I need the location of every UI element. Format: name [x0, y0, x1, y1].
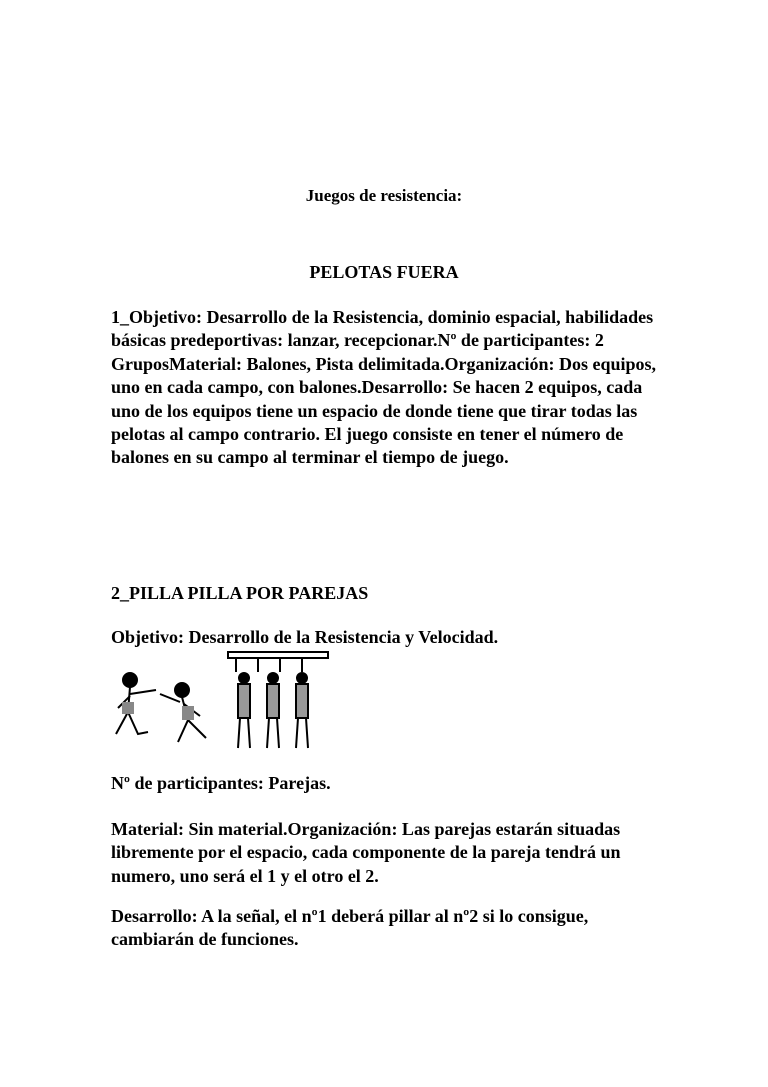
game1-description: 1_Objetivo: Desarrollo de la Resistencia, dominio espacial, habilidades básicas predeportivas: lanzar, recepcionar.Nº de participantes: 2 GruposMaterial: Balones, Pista delimitada.Organización: Dos equipos, uno en cada campo, con balones.Desarrollo: Se hacen 2 equipos, cada uno de los equipos tiene un espacio de donde tiene que tirar todas las pelotas al campo contrario. El juego consiste en tener el número de balones en su campo al terminar el tiempo de juego. — [111, 307, 657, 468]
game2-title: 2_PILLA PILLA POR PAREJAS — [111, 583, 369, 603]
hanging-figures — [228, 652, 328, 748]
game2-participants: Nº de participantes: Parejas. — [111, 773, 331, 793]
game2-material: Material: Sin material.Organización: Las parejas estarán situadas libremente por el espacio, cada componente de la pareja tendrá un numero, uno será el 1 y el otro el 2. — [111, 819, 621, 886]
exercise-illustration — [108, 650, 330, 754]
document-heading: Juegos de resistencia: — [305, 186, 463, 205]
game1-title: PELOTAS FUERA — [309, 262, 459, 282]
chasing-figures — [116, 673, 206, 742]
game2-objective: Objetivo: Desarrollo de la Resistencia y Velocidad. — [111, 627, 499, 647]
game2-development: Desarrollo: A la señal, el nº1 deberá pillar al nº2 si lo consigue, cambiarán de funciones. — [111, 906, 589, 950]
